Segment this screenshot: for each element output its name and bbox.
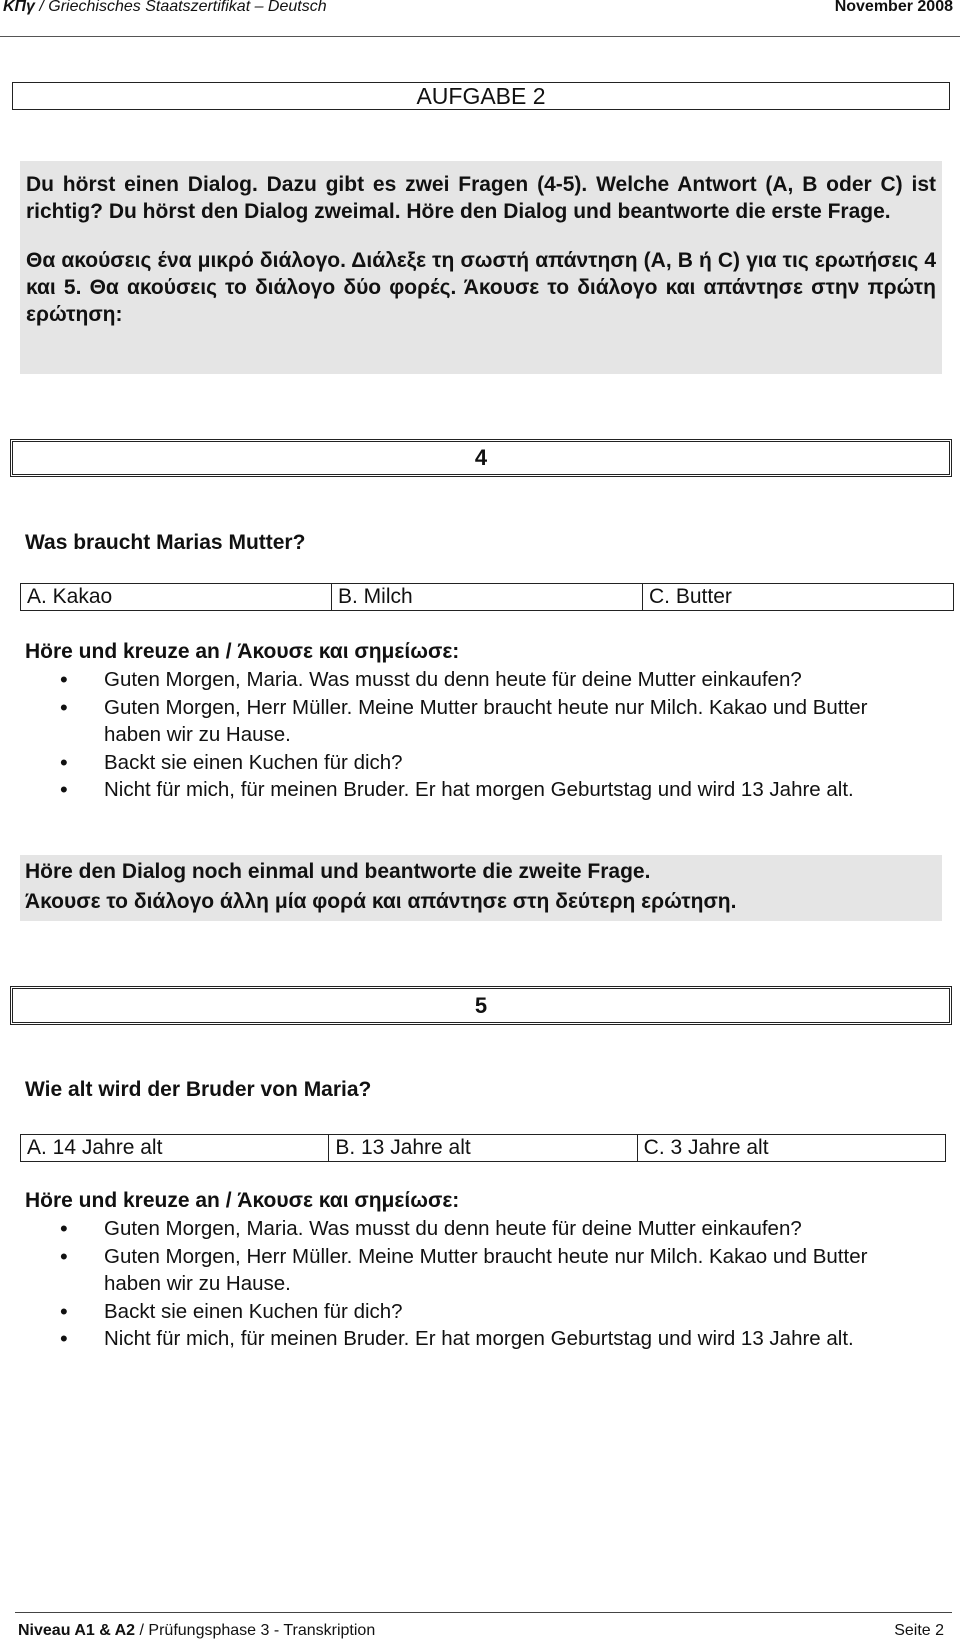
q5-option-a[interactable]: A. 14 Jahre alt xyxy=(21,1135,329,1162)
list-item: • Guten Morgen, Maria. Was musst du denn heute für deine Mutter einkaufen? xyxy=(60,666,920,694)
second-instructions-greek: Άκουσε το διάλογο άλλη μία φορά και απάντησε στη δεύτερη ερώτηση. xyxy=(25,890,737,913)
list-item: • Nicht für mich, für meinen Bruder. Er hat morgen Geburtstag und wird 13 Jahre alt. xyxy=(60,1325,920,1353)
list-item: • Backt sie einen Kuchen für dich? xyxy=(60,1298,920,1326)
header-code: ΚΠγ xyxy=(3,0,35,15)
footer-level: Niveau A1 & A2 xyxy=(18,1622,136,1639)
header-divider xyxy=(0,36,960,37)
q4-listen-label: Höre und kreuze an / Άκουσε και σημείωσε: xyxy=(25,640,460,663)
header-date: November 2008 xyxy=(834,0,953,15)
q4-transcript xyxy=(60,666,920,804)
question-4-text: Was braucht Marias Mutter? xyxy=(25,531,306,554)
footer-phase: / Prüfungsphase 3 - Transkription xyxy=(139,1622,376,1639)
q5-transcript xyxy=(60,1215,920,1353)
footer-left xyxy=(18,1622,375,1640)
list-item: • Guten Morgen, Maria. Was musst du denn heute für deine Mutter einkaufen? xyxy=(60,1215,920,1243)
header-subtitle: / Griechisches Staatszertifikat – Deutsch xyxy=(39,0,327,15)
q4-option-a[interactable]: A. Kakao xyxy=(21,584,332,611)
footer-divider xyxy=(15,1612,952,1613)
list-item: • Nicht für mich, für meinen Bruder. Er hat morgen Geburtstag und wird 13 Jahre alt. xyxy=(60,776,920,804)
instructions-box xyxy=(20,161,942,374)
question-5-options xyxy=(20,1134,946,1162)
list-item: • Guten Morgen, Herr Müller. Meine Mutter braucht heute nur Milch. Kakao und Butter haben wir zu Hause. xyxy=(60,694,920,749)
instructions-greek: Θα ακούσεις ένα μικρό διάλογο. Διάλεξε τη σωστή απάντηση (A, B ή C) για τις ερωτήσεις 4 και 5. Θα ακούσεις το διάλογο δύο φορές. Άκουσε το διάλογο και απάντησε στην πρώτη ερώτηση: xyxy=(26,249,936,326)
question-5-text: Wie alt wird der Bruder von Maria? xyxy=(25,1078,372,1101)
question-5-number: 5 xyxy=(10,986,952,1025)
q4-option-c[interactable]: C. Butter xyxy=(643,584,954,611)
question-4-number: 4 xyxy=(10,439,952,477)
q5-listen-label: Höre und kreuze an / Άκουσε και σημείωσε: xyxy=(25,1189,460,1212)
second-instructions-german: Höre den Dialog noch einmal und beantworte die zweite Frage. xyxy=(25,860,651,883)
second-instructions-box xyxy=(20,855,942,921)
footer-page-number: Seite 2 xyxy=(894,1622,944,1639)
list-item: • Guten Morgen, Herr Müller. Meine Mutter braucht heute nur Milch. Kakao und Butter haben wir zu Hause. xyxy=(60,1243,920,1298)
q5-option-b[interactable]: B. 13 Jahre alt xyxy=(329,1135,637,1162)
task-title: AUFGABE 2 xyxy=(12,82,950,110)
question-4-options xyxy=(20,583,954,611)
list-item: • Backt sie einen Kuchen für dich? xyxy=(60,749,920,777)
page-header xyxy=(0,0,960,36)
q4-option-b[interactable]: B. Milch xyxy=(332,584,643,611)
header-title xyxy=(3,0,327,16)
q5-option-c[interactable]: C. 3 Jahre alt xyxy=(637,1135,945,1162)
instructions-german: Du hörst einen Dialog. Dazu gibt es zwei Fragen (4-5). Welche Antwort (A, B oder C) ist richtig? Du hörst den Dialog zweimal. Höre den Dialog und beantworte die erste Frage. xyxy=(26,173,936,223)
